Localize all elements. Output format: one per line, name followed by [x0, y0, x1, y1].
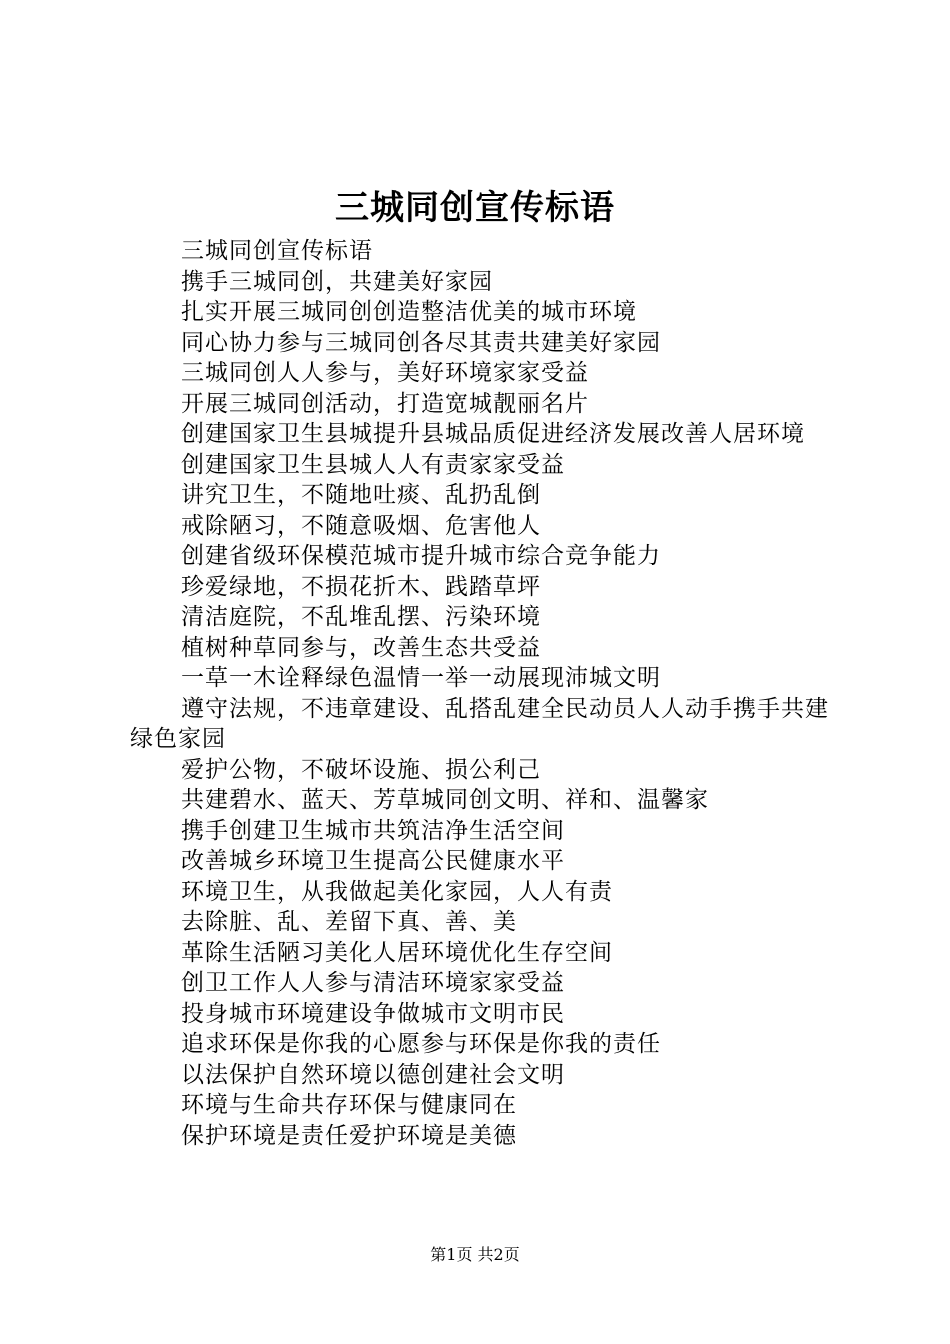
slogan-line: 清洁庭院，不乱堆乱摆、污染环境 — [181, 604, 541, 630]
slogan-line: 创建国家卫生县城人人有责家家受益 — [181, 451, 565, 478]
slogan-line: 戒除陋习，不随意吸烟、危害他人 — [181, 512, 541, 539]
slogan-line: 爱护公物，不破坏设施、损公利己 — [181, 756, 541, 783]
slogan-line: 以法保护自然环境以德创建社会文明 — [181, 1061, 565, 1088]
slogan-line: 保护环境是责任爱护环境是美德 — [181, 1122, 517, 1149]
slogan-line: 创建国家卫生县城提升县城品质促进经济发展改善人居环境 — [181, 421, 805, 447]
slogan-list — [130, 236, 835, 1151]
slogan-line: 改善城乡环境卫生提高公民健康水平 — [181, 848, 565, 874]
slogan-line: 革除生活陋习美化人居环境优化生存空间 — [181, 939, 613, 966]
slogan-line: 携手三城同创，共建美好家园 — [181, 268, 493, 295]
slogan-line: 环境与生命共存环保与健康同在 — [181, 1092, 517, 1118]
slogan-line: 创建省级环保模范城市提升城市综合竞争能力 — [181, 543, 661, 569]
slogan-line: 一草一木诠释绿色温情一举一动展现沛城文明 — [181, 665, 661, 691]
slogan-line: 三城同创人人参与，美好环境家家受益 — [181, 360, 589, 386]
slogan-line: 扎实开展三城同创创造整洁优美的城市环境 — [181, 299, 637, 325]
page-footer: 第1页 共2页 — [430, 1245, 520, 1264]
slogan-line: 投身城市环境建设争做城市文明市民 — [181, 1000, 565, 1027]
slogan-line: 去除脏、乱、差留下真、善、美 — [181, 909, 517, 935]
slogan-line: 环境卫生，从我做起美化家园，人人有责 — [181, 878, 613, 905]
document-title: 三城同创宣传标语 — [335, 188, 615, 228]
slogan-line: 讲究卫生，不随地吐痰、乱扔乱倒 — [181, 482, 541, 508]
slogan-line: 珍爱绿地，不损花折木、践踏草坪 — [181, 573, 541, 600]
slogan-line: 三城同创宣传标语 — [181, 238, 373, 264]
slogan-line: 遵守法规，不违章建设、乱搭乱建全民动员人人动手携手共建绿色家园 — [130, 695, 829, 752]
slogan-line: 追求环保是你我的心愿参与环保是你我的责任 — [181, 1031, 661, 1057]
slogan-line: 植树种草同参与，改善生态共受益 — [181, 634, 541, 661]
slogan-line: 携手创建卫生城市共筑洁净生活空间 — [181, 817, 565, 844]
slogan-line: 开展三城同创活动，打造宽城靓丽名片 — [181, 390, 589, 417]
slogan-line: 创卫工作人人参与清洁环境家家受益 — [181, 970, 565, 996]
slogan-line: 同心协力参与三城同创各尽其责共建美好家园 — [181, 329, 661, 356]
slogan-line: 共建碧水、蓝天、芳草城同创文明、祥和、温馨家 — [181, 787, 709, 813]
